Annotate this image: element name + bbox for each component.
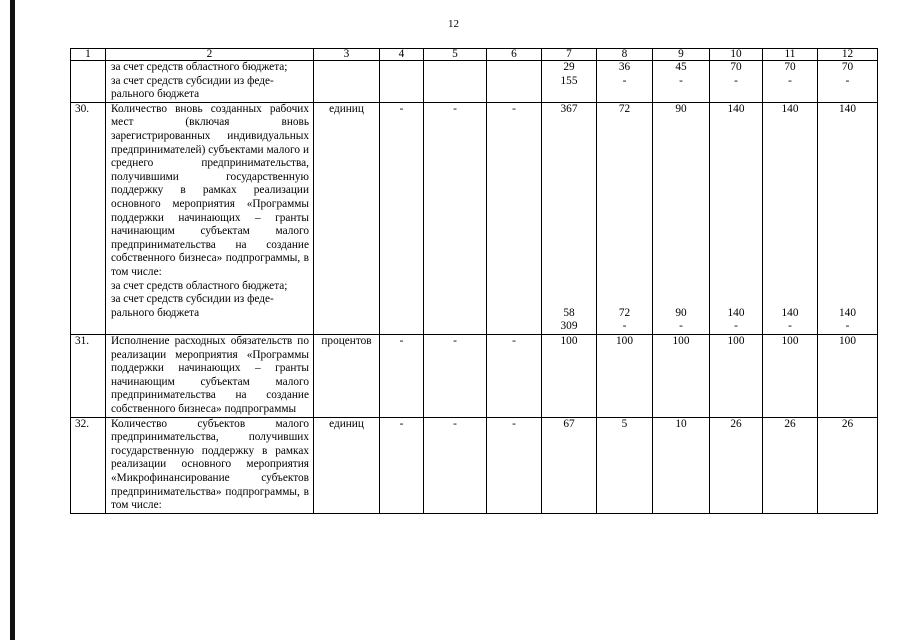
page-number: 12 bbox=[448, 18, 459, 30]
header-cell: 9 bbox=[653, 49, 710, 61]
cell-col11: 70 - bbox=[763, 61, 818, 103]
cell-col5 bbox=[424, 61, 487, 103]
cell-col5: - bbox=[424, 102, 487, 334]
cell-col7: 367 58 309 bbox=[542, 102, 597, 334]
cell-col9: 100 bbox=[653, 334, 710, 417]
row-description: Исполнение расходных обязательств по реализации мероприятия «Программы поддержки начинающих – гранты начинающим субъектам малого предпринимательства на создание собственного бизнеса» подпрограммы bbox=[106, 334, 314, 417]
header-cell: 7 bbox=[542, 49, 597, 61]
table-row bbox=[71, 61, 878, 103]
row-description bbox=[106, 102, 314, 334]
cell-col4: - bbox=[380, 334, 424, 417]
row-number: 30. bbox=[71, 102, 106, 334]
row-unit: единиц bbox=[314, 102, 380, 334]
cell-col4: - bbox=[380, 102, 424, 334]
table-row bbox=[71, 102, 878, 334]
cell-col12: 70 - bbox=[818, 61, 878, 103]
cell-col4 bbox=[380, 61, 424, 103]
header-row bbox=[71, 49, 878, 61]
cell-col7: 67 bbox=[542, 417, 597, 513]
sub-line: рального бюджета bbox=[111, 88, 200, 101]
cell-col10: 140 140 - bbox=[710, 102, 763, 334]
main-text: Количество вновь созданных рабочих мест (включая вновь зарегистрированных индивидуальных предпринимателей) субъектами малого и среднего предпринимательства, получившими государственную поддержку в рамках реализации основного мероприятия «Программы поддержки начинающих – гранты начинающим субъектам малого предпринимательства на создание собственного бизнеса» подпрограммы, в том числе: bbox=[111, 102, 309, 278]
header-cell: 2 bbox=[106, 49, 314, 61]
cell-col8: 100 bbox=[597, 334, 653, 417]
header-cell: 6 bbox=[487, 49, 542, 61]
cell-col11: 26 bbox=[763, 417, 818, 513]
table-row bbox=[71, 417, 878, 513]
sub-line: за счет средств областного бюджета; bbox=[111, 279, 288, 292]
cell-col6: - bbox=[487, 417, 542, 513]
indicator-table bbox=[70, 48, 878, 514]
cell-col4: - bbox=[380, 417, 424, 513]
cell-col10: 26 bbox=[710, 417, 763, 513]
row-description: Количество субъектов малого предпринимательства, получивших государственную поддержку в рамках реализации основного мероприятия «Микрофинансирование субъектов предпринимательства» подпрограммы, в том числе: bbox=[106, 417, 314, 513]
cell-col6: - bbox=[487, 102, 542, 334]
cell-col6: - bbox=[487, 334, 542, 417]
sub-line: за счет средств субсидии из феде- bbox=[111, 293, 274, 306]
row-unit: процентов bbox=[314, 334, 380, 417]
cell-col6 bbox=[487, 61, 542, 103]
header-cell: 5 bbox=[424, 49, 487, 61]
cell-col9: 10 bbox=[653, 417, 710, 513]
scan-edge-bar bbox=[10, 0, 15, 640]
cell-col8: 36 - bbox=[597, 61, 653, 103]
sub-line: за счет средств областного бюджета; bbox=[111, 61, 288, 73]
cell-col12: 100 bbox=[818, 334, 878, 417]
header-cell: 8 bbox=[597, 49, 653, 61]
cell-col10: 100 bbox=[710, 334, 763, 417]
cell-col9: 45 - bbox=[653, 61, 710, 103]
row-unit bbox=[314, 61, 380, 103]
cell-col10: 70 - bbox=[710, 61, 763, 103]
cell-col9: 90 90 - bbox=[653, 102, 710, 334]
cell-col12: 26 bbox=[818, 417, 878, 513]
row-unit: единиц bbox=[314, 417, 380, 513]
cell-col7: 100 bbox=[542, 334, 597, 417]
cell-col12: 140 140 - bbox=[818, 102, 878, 334]
cell-col7: 29 155 bbox=[542, 61, 597, 103]
cell-col5: - bbox=[424, 334, 487, 417]
header-cell: 11 bbox=[763, 49, 818, 61]
cell-col11: 100 bbox=[763, 334, 818, 417]
header-cell: 4 bbox=[380, 49, 424, 61]
table-row bbox=[71, 334, 878, 417]
header-cell: 1 bbox=[71, 49, 106, 61]
sub-line: рального бюджета bbox=[111, 306, 200, 319]
sub-line: за счет средств субсидии из феде- bbox=[111, 74, 274, 87]
cell-col11: 140 140 - bbox=[763, 102, 818, 334]
row-number: 32. bbox=[71, 417, 106, 513]
cell-col5: - bbox=[424, 417, 487, 513]
cell-col8: 72 72 - bbox=[597, 102, 653, 334]
header-cell: 12 bbox=[818, 49, 878, 61]
header-cell: 3 bbox=[314, 49, 380, 61]
cell-col8: 5 bbox=[597, 417, 653, 513]
header-cell: 10 bbox=[710, 49, 763, 61]
row-number bbox=[71, 61, 106, 103]
row-number: 31. bbox=[71, 334, 106, 417]
row-description bbox=[106, 61, 314, 103]
